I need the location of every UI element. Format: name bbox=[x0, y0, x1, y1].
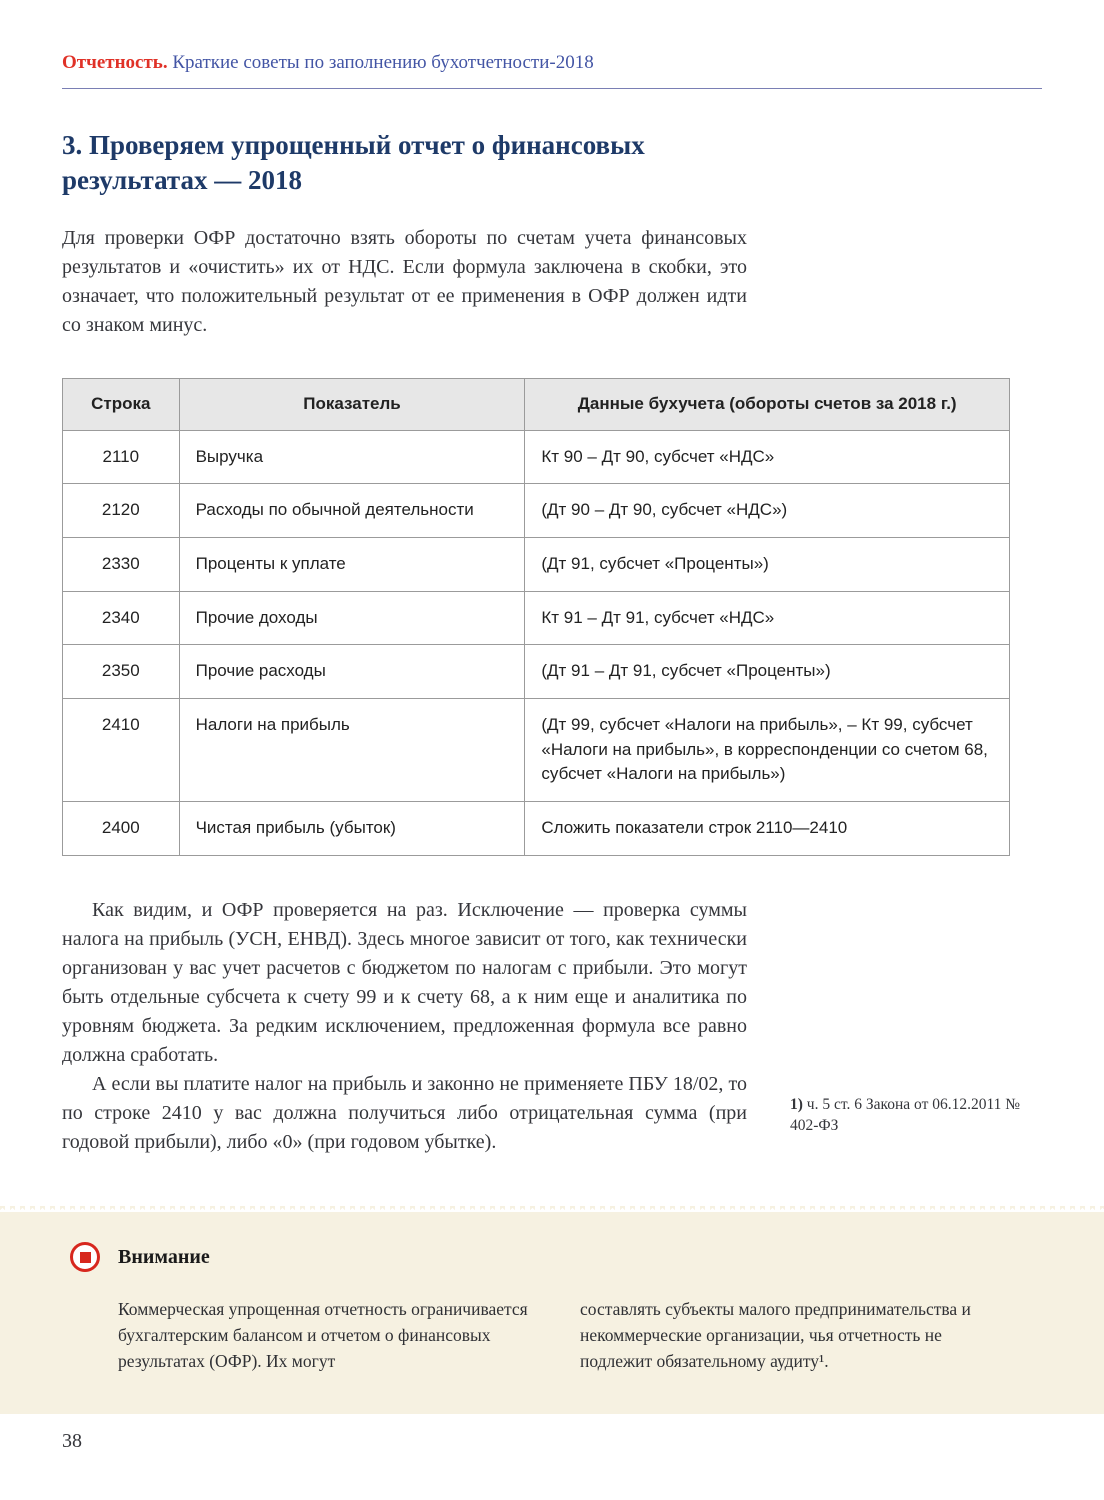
attention-title: Внимание bbox=[118, 1245, 210, 1268]
col-header-code: Строка bbox=[63, 379, 180, 431]
row-data: Сложить показатели строк 2110—2410 bbox=[525, 801, 1010, 855]
row-code: 2410 bbox=[63, 699, 180, 802]
sidebar-footnote bbox=[790, 1094, 1030, 1136]
footnote-marker: 1) bbox=[790, 1096, 803, 1113]
attention-columns bbox=[118, 1296, 1042, 1374]
row-data: (Дт 90 – Дт 90, субсчет «НДС») bbox=[525, 484, 1010, 538]
row-indicator: Прочие расходы bbox=[179, 645, 525, 699]
table-row bbox=[63, 484, 1010, 538]
article-title: 3. Проверяем упрощенный отчет о финансовых результатах — 2018 bbox=[62, 130, 645, 196]
attention-box bbox=[0, 1212, 1104, 1414]
row-code: 2400 bbox=[63, 801, 180, 855]
ofr-check-table bbox=[62, 378, 1010, 855]
section-brand: Отчетность. bbox=[62, 52, 168, 73]
col-header-data: Данные бухучета (обороты счетов за 2018 г.) bbox=[525, 379, 1010, 431]
row-code: 2120 bbox=[63, 484, 180, 538]
attention-column-right: составлять субъекты малого предпринимательства и некоммерческие организации, чья отчетность не подлежит обязательному аудиту¹. bbox=[580, 1299, 971, 1371]
row-indicator: Налоги на прибыль bbox=[179, 699, 525, 802]
row-data: (Дт 99, субсчет «Налоги на прибыль», – Кт 99, субсчет «Налоги на прибыль», в корреспонденции со счетом 68, субсчет «Налоги на прибыль») bbox=[525, 699, 1010, 802]
section-subtitle: Краткие советы по заполнению бухотчетности-2018 bbox=[172, 52, 594, 73]
table-row bbox=[63, 699, 1010, 802]
row-code: 2110 bbox=[63, 430, 180, 484]
attention-icon bbox=[70, 1242, 100, 1272]
row-indicator: Выручка bbox=[179, 430, 525, 484]
table-row bbox=[63, 591, 1010, 645]
row-indicator: Расходы по обычной деятельности bbox=[179, 484, 525, 538]
body-paragraph-2: А если вы платите налог на прибыль и законно не применяете ПБУ 18/02, то по строке 2410 у вас должна получиться либо отрицательная сумма (при годовой прибыли), либо «0» (при годовом убытке). bbox=[62, 1072, 747, 1153]
col-header-indicator: Показатель bbox=[179, 379, 525, 431]
table-header bbox=[63, 379, 1010, 431]
table-row bbox=[63, 538, 1010, 592]
row-data: (Дт 91 – Дт 91, субсчет «Проценты») bbox=[525, 645, 1010, 699]
row-code: 2330 bbox=[63, 538, 180, 592]
table-row bbox=[63, 430, 1010, 484]
row-data: Кт 91 – Дт 91, субсчет «НДС» bbox=[525, 591, 1010, 645]
row-data: (Дт 91, субсчет «Проценты») bbox=[525, 538, 1010, 592]
table-row bbox=[63, 801, 1010, 855]
running-head bbox=[62, 52, 1042, 89]
attention-column-left: Коммерческая упрощенная отчетность ограничивается бухгалтерским балансом и отчетом о финансовых результатах (ОФР). Их могут bbox=[118, 1299, 528, 1371]
intro-paragraph: Для проверки ОФР достаточно взять обороты по счетам учета финансовых результатов и «очистить» их от НДС. Если формула заключена в скобки, это означает, что положительный результат от ее применения в ОФР должен идти со знаком минус. bbox=[62, 227, 747, 337]
table-row bbox=[63, 645, 1010, 699]
main-column bbox=[62, 128, 1010, 1157]
footnote-text: ч. 5 ст. 6 Закона от 06.12.2011 № 402-ФЗ bbox=[790, 1096, 1021, 1134]
body-paragraph-1: Как видим, и ОФР проверяется на раз. Исключение — проверка суммы налога на прибыль (УСН, ЕНВД). Здесь многое зависит от того, как технически организован у вас учет расчетов с бюджетом по налогам с прибыли. Это могут быть отдельные субсчета к счету 99 и к счету 68, а к ним еще и аналитика по уровням бюджета. За редким исключением, предложенная формула все равно должна сработать. bbox=[62, 898, 747, 1066]
page-number: 38 bbox=[62, 1430, 82, 1452]
row-data: Кт 90 – Дт 90, субсчет «НДС» bbox=[525, 430, 1010, 484]
row-indicator: Чистая прибыль (убыток) bbox=[179, 801, 525, 855]
row-code: 2350 bbox=[63, 645, 180, 699]
row-indicator: Прочие доходы bbox=[179, 591, 525, 645]
row-indicator: Проценты к уплате bbox=[179, 538, 525, 592]
attention-header bbox=[70, 1242, 1104, 1272]
row-code: 2340 bbox=[63, 591, 180, 645]
